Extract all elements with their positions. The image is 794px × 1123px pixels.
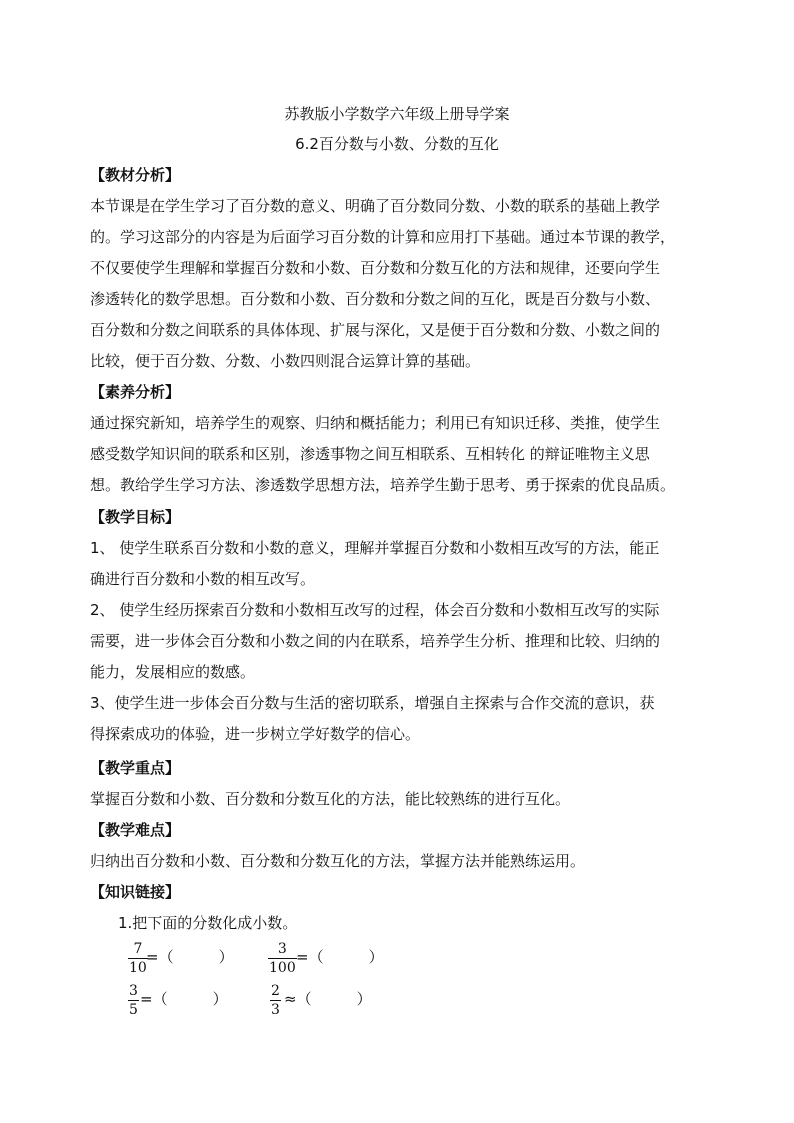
- teaching-goal-line-5: 能力，发展相应的数感。: [90, 663, 256, 681]
- fraction-3-100: [268, 941, 297, 976]
- document-subtitle: 6.2百分数与小数、分数的互化: [295, 135, 499, 153]
- fraction-denominator: 5: [129, 1002, 138, 1018]
- heading-teaching-goals: 【教学目标】: [90, 508, 181, 526]
- fraction-numerator: 3: [129, 983, 138, 999]
- fraction-denominator: 10: [129, 960, 147, 976]
- textbook-analysis-line-1: 本节课是在学生学习了百分数的意义、明确了百分数同分数、小数的联系的基础上教学: [90, 197, 661, 215]
- key-points-text: 掌握百分数和小数、百分数和分数互化的方法，能比较熟练的进行互化。: [90, 790, 571, 808]
- answer-blank-1[interactable]: =（ ）: [146, 948, 234, 966]
- fraction-bar: [268, 958, 297, 959]
- exercise-title: 1.把下面的分数化成小数。: [118, 914, 298, 932]
- textbook-analysis-line-5: 百分数和分数之间联系的具体体现、扩展与深化，又是便于百分数和分数、小数之间的: [90, 321, 661, 339]
- textbook-analysis-line-6: 比较，便于百分数、分数、小数四则混合运算计算的基础。: [90, 352, 481, 370]
- fraction-numerator: 2: [271, 983, 280, 999]
- fraction-numerator: 7: [133, 941, 143, 957]
- teaching-goal-line-7: 得探索成功的体验，进一步树立学好数学的信心。: [90, 725, 421, 743]
- fraction-7-10: [128, 941, 148, 976]
- literacy-analysis-line-1: 通过探究新知，培养学生的观察、归纳和概括能力；利用已有知识迁移、类推，使学生: [90, 414, 661, 432]
- answer-blank-4[interactable]: ≈（ ）: [284, 990, 372, 1008]
- heading-knowledge-link: 【知识链接】: [90, 883, 181, 901]
- heading-textbook-analysis: 【教材分析】: [90, 166, 181, 184]
- fraction-3-5: [128, 983, 139, 1018]
- textbook-analysis-line-4: 渗透转化的数学思想。百分数和小数、百分数和分数之间的互化，既是百分数与小数、: [90, 290, 661, 308]
- fraction-2-3: [270, 983, 281, 1018]
- teaching-goal-line-4: 需要，进一步体会百分数和小数之间的内在联系，培养学生分析、推理和比较、归纳的: [90, 632, 661, 650]
- fraction-bar: [128, 1000, 139, 1001]
- fraction-denominator: 100: [269, 960, 296, 976]
- literacy-analysis-line-2: 感受数学知识间的联系和区别，渗透事物之间互相联系、互相转化 的辩证唯物主义思: [90, 445, 650, 463]
- difficult-points-text: 归纳出百分数和小数、百分数和分数互化的方法，掌握方法并能熟练运用。: [90, 852, 586, 870]
- answer-blank-2[interactable]: =（ ）: [296, 948, 384, 966]
- textbook-analysis-line-3: 不仅要使学生理解和掌握百分数和小数、百分数和分数互化的方法和规律，还要向学生: [90, 259, 661, 277]
- teaching-goal-line-6: 3、使学生进一步体会百分数与生活的密切联系，增强自主探索与合作交流的意识，获: [90, 694, 655, 712]
- literacy-analysis-line-3: 想。教给学生学习方法、渗透数学思想方法，培养学生勤于思考、勇于探索的优良品质。: [90, 476, 676, 494]
- answer-blank-3[interactable]: =（ ）: [140, 990, 228, 1008]
- textbook-analysis-line-2: 的。学习这部分的内容是为后面学习百分数的计算和应用打下基础。通过本节课的教学，: [90, 228, 676, 246]
- document-title: 苏教版小学数学六年级上册导学案: [284, 105, 510, 123]
- heading-difficult-points: 【教学难点】: [90, 821, 181, 839]
- heading-literacy-analysis: 【素养分析】: [90, 383, 181, 401]
- fraction-bar: [270, 1000, 281, 1001]
- fraction-denominator: 3: [271, 1002, 280, 1018]
- teaching-goal-line-3: 2、 使学生经历探索百分数和小数相互改写的过程，体会百分数和小数相互改写的实际: [90, 601, 660, 619]
- fraction-numerator: 3: [277, 941, 287, 957]
- fraction-bar: [128, 958, 148, 959]
- teaching-goal-line-2: 确进行百分数和小数的相互改写。: [90, 570, 316, 588]
- heading-key-points: 【教学重点】: [90, 759, 181, 777]
- teaching-goal-line-1: 1、 使学生联系百分数和小数的意义，理解并掌握百分数和小数相互改写的方法，能正: [90, 539, 660, 557]
